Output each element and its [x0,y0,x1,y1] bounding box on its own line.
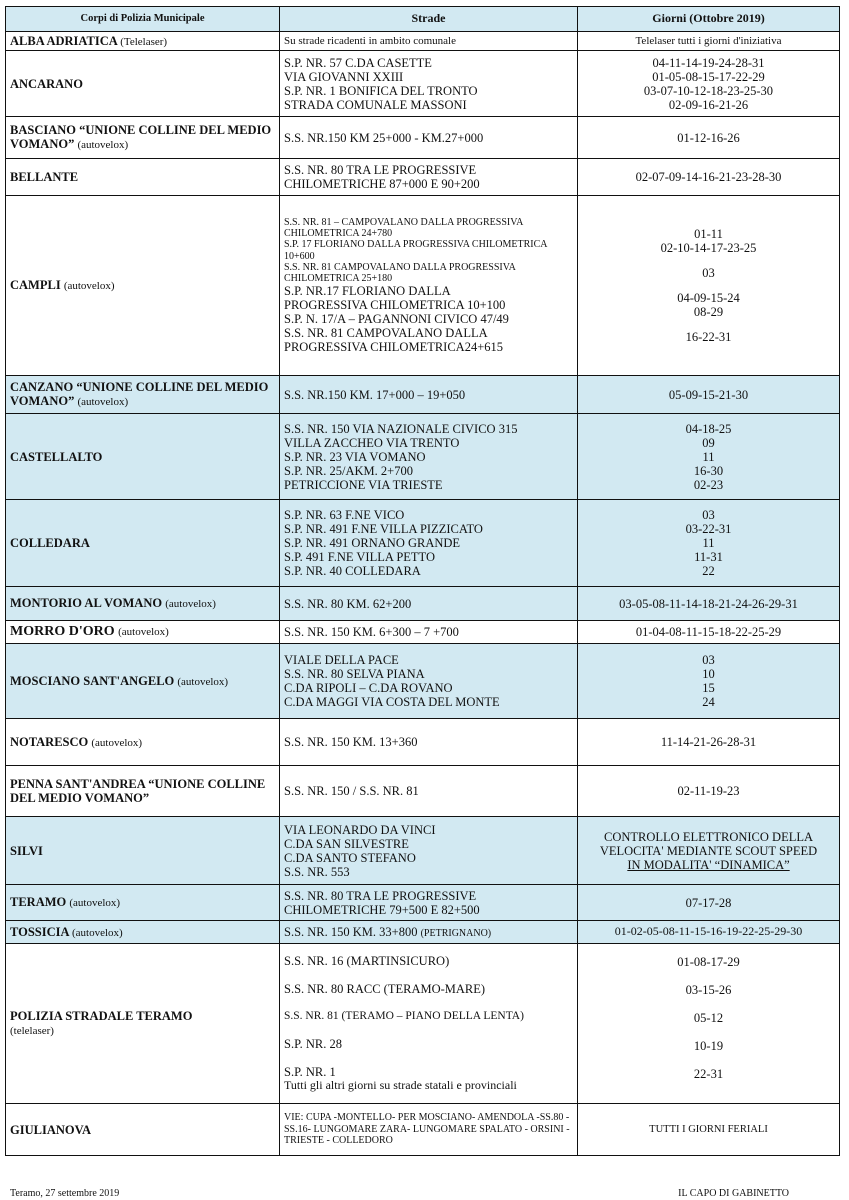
strada-line: CHILOMETRICHE 87+000 E 90+200 [284,177,480,191]
comune-note: (autovelox) [77,396,129,409]
comune-name: ALBA ADRIATICA [10,33,118,48]
comune-cell [6,766,280,817]
strada-line: C.DA SANTO STEFANO [284,850,416,865]
strada-line: S.P. NR. 28 [284,1037,343,1052]
strada-line: S.S. NR. 150 KM. 33+800 [284,924,418,939]
giorni-line: 15 [702,681,715,695]
strada-line: Tutti gli altri giorni su strade statali e provinciali [284,1078,517,1093]
strada-line: C.DA RIPOLI – C.DA ROVANO [284,681,453,695]
giorni-cell [578,621,840,644]
comune-name: MORRO D'ORO [10,624,115,640]
strada-line: S.P. NR. 63 F.NE VICO [284,508,405,522]
strade-cell [280,766,578,817]
strada-line: VIA LEONARDO DA VINCI [284,822,436,837]
comune-name: PENNA SANT'ANDREA “UNIONE COLLINE DEL MEDIO VOMANO” [10,777,266,805]
strada-line: S.S. NR. 81 – CAMPOVALANO DALLA PROGRESSIVA CHILOMETRICA 24+780 [284,216,523,240]
giorni-line: 01-11 [694,227,723,241]
strada-line: S.S. NR. 80 TRA LE PROGRESSIVE [284,888,477,903]
comune-note: (autovelox) [118,626,169,639]
comune-name: CASTELLALTO [10,449,103,464]
strada-line: C.DA SAN SILVESTRE [284,836,409,851]
comune-note: (autovelox) [177,675,229,688]
strada-line: S.P. NR. 57 C.DA CASETTE [284,55,432,70]
strada-line: CHILOMETRICHE 79+500 E 82+500 [284,902,480,917]
comune-name: BELLANTE [10,170,79,184]
comune-cell [6,500,280,587]
strada-line: S.S. NR. 150 / S.S. NR. 81 [284,784,419,798]
giorni-line: 03 [702,266,715,280]
comune-note: (Telelaser) [120,35,168,48]
giorni-line: 02-07-09-14-16-21-23-28-30 [635,170,782,184]
strada-line: S.S. NR. 81 CAMPOVALANO DALLA PROGRESSIVA CHILOMETRICA 25+180 [284,261,516,284]
comune-note: (autovelox) [77,139,129,152]
comune-note: (autovelox) [91,736,143,749]
strada-line: S.P. NR. 1 [284,1065,336,1080]
giorni-line: TUTTI I GIORNI FERIALI [649,1123,768,1135]
comune-name: COLLEDARA [10,536,90,550]
comune-name: CANZANO “UNIONE COLLINE DEL MEDIO VOMANO” [10,380,269,409]
header-row [6,7,840,32]
giorni-line: 02-09-16-21-26 [668,97,749,112]
giorni-line: 02-10-14-17-23-25 [660,241,757,255]
comune-cell [6,817,280,885]
giorni-cell [578,587,840,621]
strada-line: S.S. NR. 150 KM. 13+360 [284,735,418,749]
comune-cell [6,719,280,766]
strada-line: S.S. NR. 80 RACC (TERAMO-MARE) [284,982,486,997]
strada-line: S.S. NR. 81 CAMPOVALANO DALLA [284,326,488,341]
comune-cell [6,117,280,159]
giorni-line: 02-23 [693,477,724,492]
giorni-cell [578,414,840,500]
strade-cell [280,644,578,719]
giorni-cell [578,817,840,885]
comune-cell [6,159,280,196]
strada-line: S.P. NR. 1 BONIFICA DEL TRONTO [284,83,478,98]
header-corpi: Corpi di Polizia Municipale [6,7,280,32]
strada-line: PETRICCIONE VIA TRIESTE [284,477,443,492]
strada-line: STRADA COMUNALE MASSONI [284,97,467,112]
comune-cell [6,644,280,719]
strada-line: S.P. N. 17/A – PAGANNONI CIVICO 47/49 [284,312,509,327]
giorni-line: 01-05-08-15-17-22-29 [652,69,765,84]
strada-line: S.P. 491 F.NE VILLA PETTO [284,550,435,564]
footer-signature: IL CAPO DI GABINETTO [678,1188,789,1199]
giorni-cell [578,1104,840,1156]
giorni-cell [578,117,840,159]
table-row [6,644,840,719]
strada-line: S.S. NR. 80 KM. 62+200 [284,596,412,611]
giorni-line: 24 [702,695,715,709]
table-row [6,921,840,944]
table-row [6,117,840,159]
strade-cell [280,159,578,196]
giorni-line: 04-11-14-19-24-28-31 [652,55,765,70]
footer-date: Teramo, 27 settembre 2019 [10,1188,120,1199]
giorni-line: CONTROLLO ELETTRONICO DELLA [604,829,813,844]
comune-cell [6,51,280,117]
strade-cell [280,32,578,51]
header-giorni: Giorni (Ottobre 2019) [578,7,840,32]
giorni-line: 03-22-31 [685,522,732,536]
header-strade: Strade [280,7,578,32]
table-row [6,621,840,644]
strade-cell [280,414,578,500]
strada-line: S.S. NR. 16 (MARTINSICURO) [284,954,450,969]
comune-name: POLIZIA STRADALE TERAMO [10,1009,193,1024]
giorni-line: 11 [702,536,715,550]
table-row [6,944,840,1104]
strada-line: (PETRIGNANO) [420,927,492,939]
strade-cell [280,51,578,117]
giorni-cell [578,500,840,587]
table-row [6,1104,840,1156]
giorni-line: 11-31 [694,550,723,564]
table-row [6,766,840,817]
giorni-cell [578,51,840,117]
strade-cell [280,921,578,944]
strada-line: S.S. NR. 553 [284,864,350,879]
giorni-line: 05-09-15-21-30 [668,387,749,402]
strada-line: S.S. NR. 80 SELVA PIANA [284,667,425,681]
strada-line: VIALE DELLA PACE [284,653,399,667]
speed-control-table [5,6,840,1156]
giorni-line: 04-18-25 [685,421,732,436]
giorni-line: IN MODALITA' “DINAMICA” [627,857,790,872]
strada-line: PROGRESSIVA CHILOMETRICA24+615 [284,340,504,355]
giorni-line: 05-12 [693,1010,724,1025]
strade-cell [280,1104,578,1156]
strade-cell [280,817,578,885]
giorni-line: 02-11-19-23 [677,784,740,798]
strade-cell [280,944,578,1104]
strade-cell [280,587,578,621]
giorni-line: 01-04-08-11-15-18-22-25-29 [635,625,782,639]
strada-line: S.P. NR. 25/AKM. 2+700 [284,463,413,478]
giorni-line: 01-12-16-26 [677,130,740,145]
giorni-cell [578,921,840,944]
strade-cell [280,500,578,587]
strada-line: S.S. NR.150 KM. 17+000 – 19+050 [284,387,466,402]
comune-name: SILVI [10,843,43,858]
strade-cell [280,885,578,921]
strada-line: S.S. NR. 80 TRA LE PROGRESSIVE [284,163,477,177]
comune-cell [6,32,280,51]
giorni-line: 03 [702,508,715,522]
giorni-line: 10 [702,667,715,681]
comune-name: NOTARESCO [10,734,89,749]
comune-cell [6,944,280,1104]
table-row [6,51,840,117]
comune-cell [6,621,280,644]
giorni-line: 07-17-28 [685,895,732,910]
comune-note: (autovelox) [69,897,121,910]
giorni-line: VELOCITA' MEDIANTE SCOUT SPEED [599,843,818,858]
strada-line: S.S. NR. 150 VIA NAZIONALE CIVICO 315 [284,421,518,436]
strada-line: VIE: CUPA -MONTELLO- PER MOSCIANO- AMENDOLA -SS.80 - SS.16- LUNGOMARE ZARA- LUNGOMARE SPALATO - ORSINI - TRIESTE - COLLEDORO [284,1112,570,1147]
comune-cell [6,1104,280,1156]
giorni-line: 10-19 [693,1038,724,1053]
table-row [6,414,840,500]
giorni-line: 09 [702,435,715,450]
giorni-line: 03-15-26 [685,982,732,997]
comune-cell [6,196,280,376]
giorni-cell [578,885,840,921]
strada-line: PROGRESSIVA CHILOMETRICA 10+100 [284,298,506,313]
giorni-line: 16-22-31 [685,330,732,344]
comune-note: (autovelox) [63,280,115,293]
strada-line: S.P. NR.17 FLORIANO DALLA [284,284,451,299]
giorni-cell [578,159,840,196]
comune-cell [6,414,280,500]
strada-line: S.P. NR. 491 F.NE VILLA PIZZICATO [284,522,483,536]
strade-cell [280,376,578,414]
strada-line: S.P. 17 FLORIANO DALLA PROGRESSIVA CHILOMETRICA 10+600 [284,239,547,262]
comune-note: (autovelox) [165,598,216,611]
giorni-cell [578,719,840,766]
giorni-cell [578,376,840,414]
strada-line: S.P. NR. 40 COLLEDARA [284,564,421,578]
strade-cell [280,196,578,376]
giorni-line: Telelaser tutti i giorni d'iniziativa [635,34,782,47]
strade-cell [280,621,578,644]
strada-line: Su strade ricadenti in ambito comunale [284,34,456,47]
giorni-line: 04-09-15-24 [677,291,740,305]
strada-line: S.S. NR. 81 (TERAMO – PIANO DELLA LENTA) [284,1010,524,1023]
giorni-line: 11 [702,449,715,464]
table-row [6,587,840,621]
giorni-line: 03-07-10-12-18-23-25-30 [643,83,774,98]
comune-name: TERAMO [10,895,67,910]
giorni-line: 16-30 [693,463,724,478]
giorni-cell [578,644,840,719]
strada-line: S.S. NR.150 KM 25+000 - KM.27+000 [284,130,484,145]
giorni-cell [578,766,840,817]
strada-line: S.S. NR. 150 KM. 6+300 – 7 +700 [284,625,459,639]
comune-cell [6,376,280,414]
strada-line: C.DA MAGGI VIA COSTA DEL MONTE [284,695,500,709]
giorni-line: 01-02-05-08-11-15-16-19-22-25-29-30 [614,924,803,939]
comune-cell [6,587,280,621]
table-row [6,196,840,376]
giorni-line: 03-05-08-11-14-18-21-24-26-29-31 [619,596,798,611]
strada-line: S.P. NR. 23 VIA VOMANO [284,449,426,464]
giorni-line: 22-31 [693,1066,724,1081]
giorni-line: 08-29 [693,305,724,319]
strada-line: VIA GIOVANNI XXIII [284,69,404,84]
giorni-cell [578,944,840,1104]
table-row [6,885,840,921]
comune-name: TOSSICIA [10,924,69,939]
table-row [6,500,840,587]
giorni-cell [578,32,840,51]
comune-name: ANCARANO [10,76,83,91]
strade-cell [280,719,578,766]
strada-line: S.P. NR. 491 ORNANO GRANDE [284,536,461,550]
table-row [6,376,840,414]
giorni-line: 03 [702,653,715,667]
comune-note: (autovelox) [71,926,123,939]
giorni-line: 01-08-17-29 [677,954,740,969]
comune-name: MONTORIO AL VOMANO [10,596,163,611]
comune-name: CAMPLI [10,278,61,293]
comune-note: (telelaser) [10,1025,54,1038]
comune-name: GIULIANOVA [10,1122,92,1137]
table-row [6,817,840,885]
strada-line: VILLA ZACCHEO VIA TRENTO [284,435,460,450]
giorni-line: 11-14-21-26-28-31 [660,735,757,749]
comune-cell [6,885,280,921]
comune-cell [6,921,280,944]
strade-cell [280,117,578,159]
table-row [6,32,840,51]
comune-name: MOSCIANO SANT'ANGELO [10,673,175,688]
table-row [6,719,840,766]
table-row [6,159,840,196]
comune-name: BASCIANO “UNIONE COLLINE DEL MEDIO VOMANO” [10,123,272,152]
giorni-line: 22 [702,564,715,578]
giorni-cell [578,196,840,376]
